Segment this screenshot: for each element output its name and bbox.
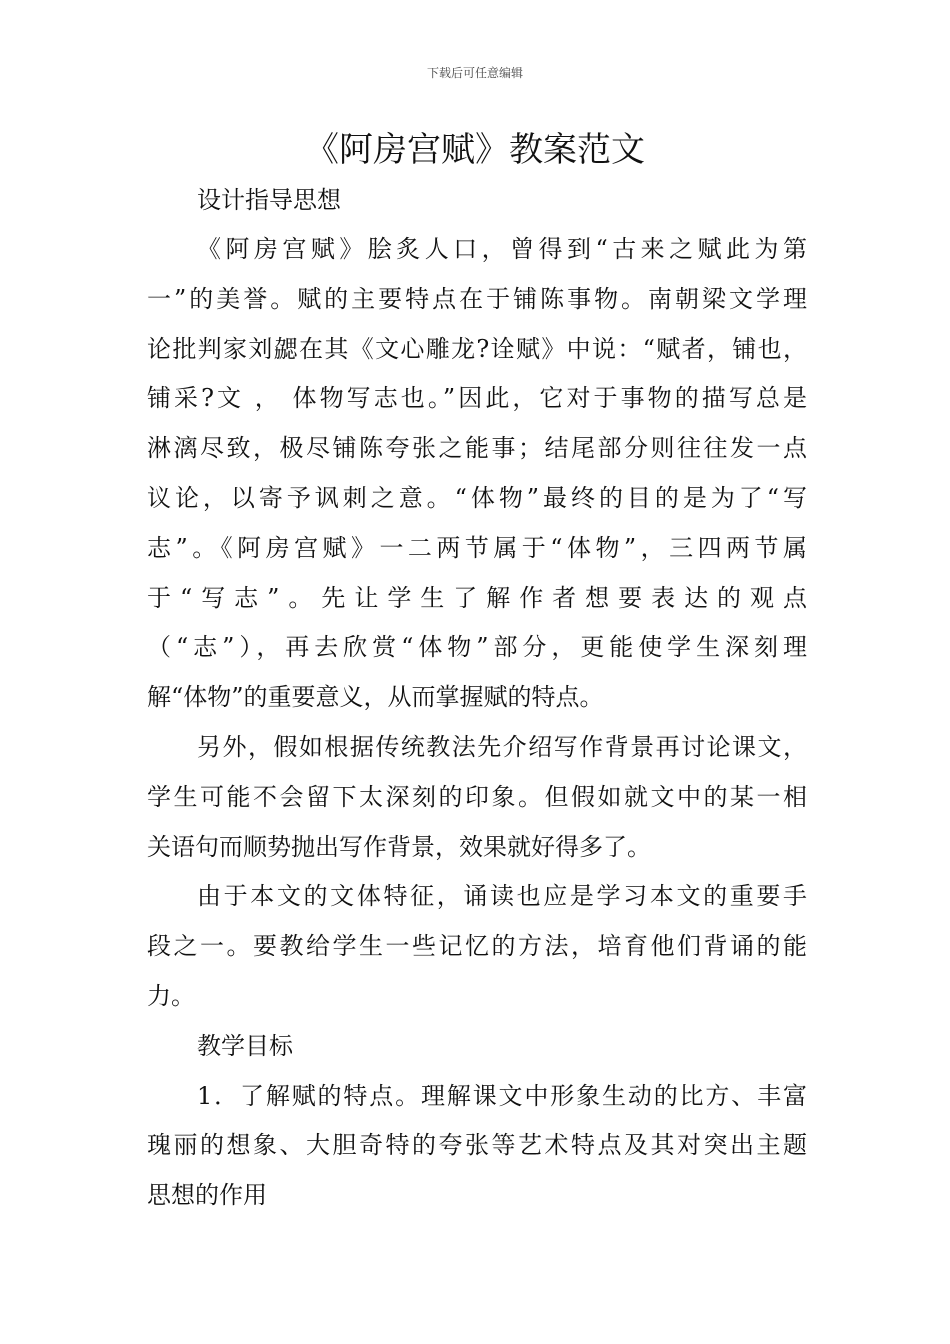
paragraph-line: 关语句而顺势抛出写作背景，效果就好得多了。 (147, 833, 651, 861)
paragraph-line: 瑰丽的想象、大胆奇特的夸张等艺术特点及其对突出主题 (147, 1131, 807, 1159)
page-title: 《阿房宫赋》教案范文 (305, 130, 645, 170)
paragraph-line: 力。 (147, 982, 195, 1010)
paragraph-line: 段之一。要教给学生一些记忆的方法，培育他们背诵的能 (147, 932, 807, 960)
paragraph-line: 一”的美誉。赋的主要特点在于铺陈事物。南朝梁文学理 (147, 285, 807, 313)
paragraph-line: 学生可能不会留下太深刻的印象。但假如就文中的某一相 (147, 783, 807, 811)
paragraph-line: 思想的作用 (147, 1181, 267, 1209)
list-item: 1．了解赋的特点。理解课文中形象生动的比方、丰富 (197, 1082, 807, 1110)
paragraph-line: 解“体物”的重要意义，从而掌握赋的特点。 (147, 683, 604, 711)
paragraph-line: 另外，假如根据传统教法先介绍写作背景再讨论课文， (197, 733, 807, 761)
paragraph-line: 志”。《阿房宫赋》一二两节属于“体物”，三四两节属 (147, 534, 807, 562)
paragraph-line: 《阿房宫赋》脍炙人口，曾得到“古来之赋此为第 (197, 235, 807, 263)
paragraph-line: 于“写志”。先让学生了解作者想要表达的观点 (147, 584, 807, 612)
paragraph-line: （“志”），再去欣赏“体物”部分，更能使学生深刻理 (147, 633, 807, 661)
paragraph-line: 议论，以寄予讽刺之意。“体物”最终的目的是为了“写 (147, 484, 807, 512)
paragraph-line: 由于本文的文体特征，诵读也应是学习本文的重要手 (197, 882, 807, 910)
header-note: 下载后可任意编辑 (426, 66, 523, 80)
section-heading: 设计指导思想 (197, 186, 341, 214)
paragraph-line: 淋漓尽致，极尽铺陈夸张之能事；结尾部分则往往发一点 (147, 434, 807, 462)
section-heading: 教学目标 (197, 1032, 293, 1060)
paragraph-line: 铺采?文 ， 体物写志也。”因此，它对于事物的描写总是 (147, 384, 807, 412)
paragraph-line: 论批判家刘勰在其《文心雕龙?诠赋》中说：“赋者，铺也， (147, 335, 807, 363)
